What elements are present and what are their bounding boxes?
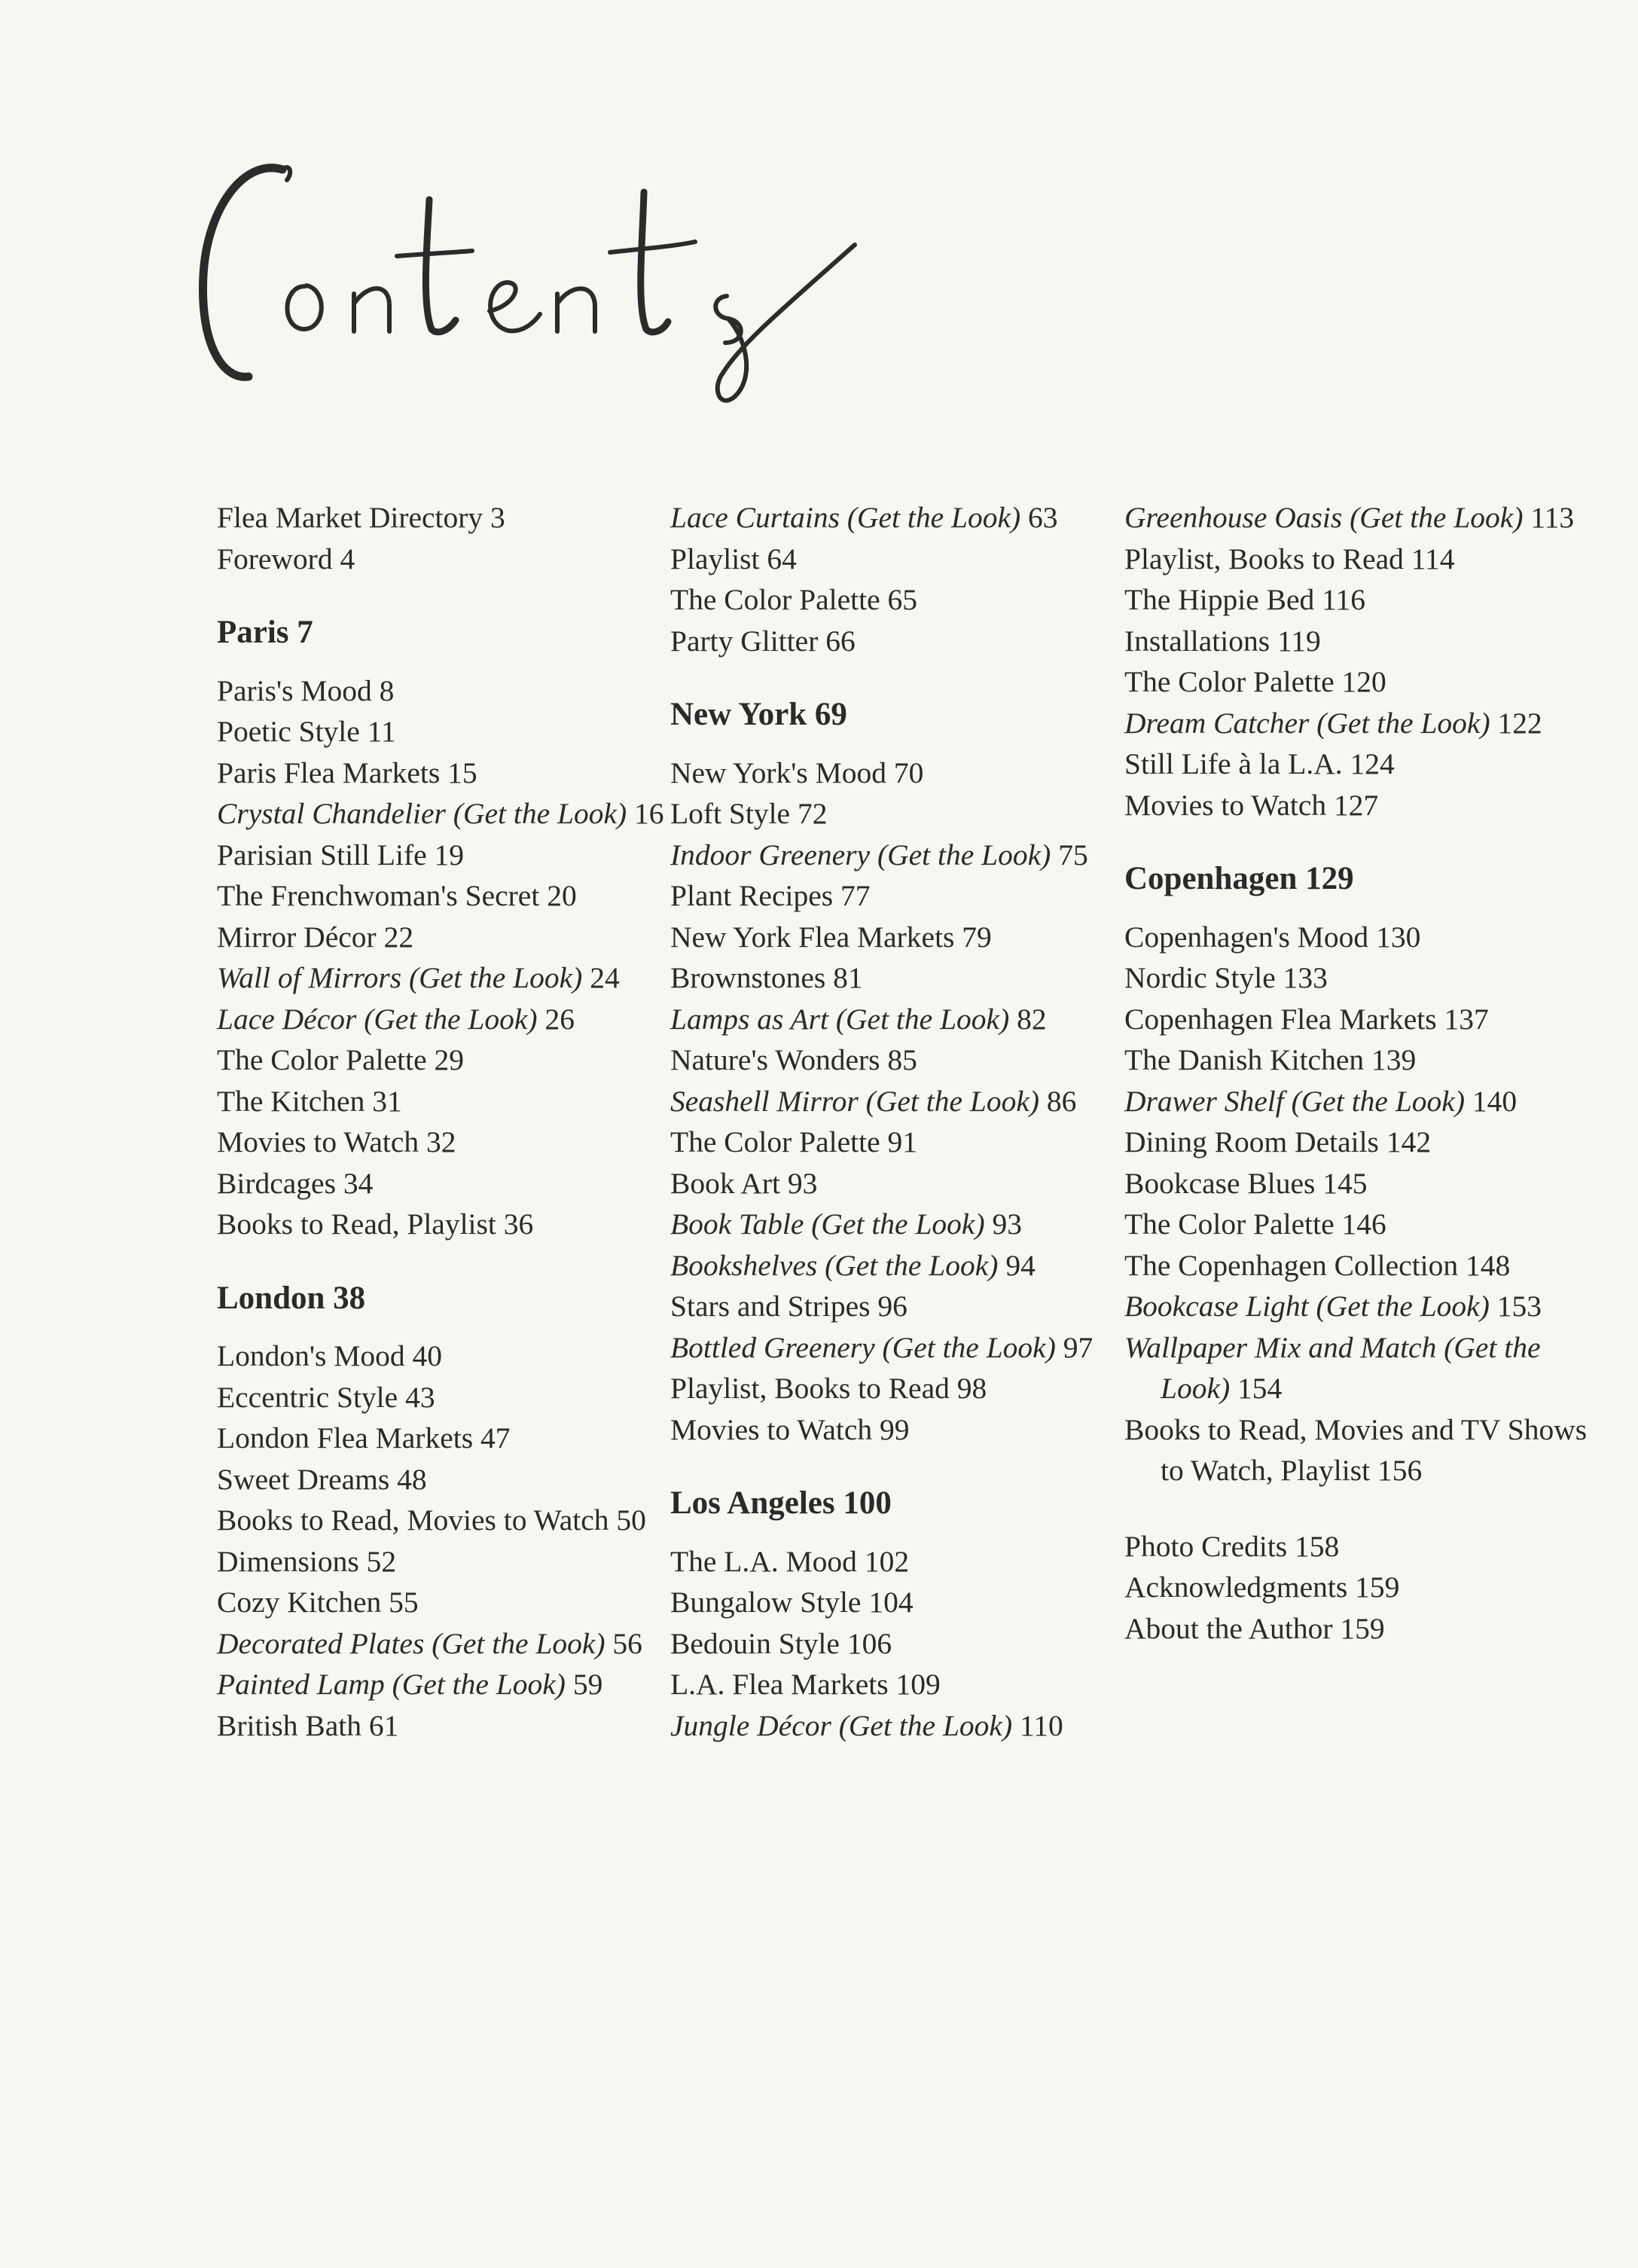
entry-page-number: 11 [367,715,396,748]
entry-page-number: 43 [405,1380,435,1414]
entry-page-number: 4 [340,542,355,575]
entry-page-number: 120 [1341,665,1386,698]
section-heading: London 38 [217,1280,366,1316]
toc-entry [670,1163,1152,1204]
toc-entry [217,752,699,794]
entry-title: Copenhagen's Mood [1124,920,1369,954]
toc-entry [217,917,699,958]
toc-entry [217,711,699,752]
entry-title: Books to Read, Movies to Watch [217,1503,609,1537]
toc-entry [217,1163,699,1204]
entry-title: Painted Lamp (Get the Look) [217,1668,566,1701]
entry-title: London's Mood [217,1339,405,1372]
toc-entry [217,1541,699,1583]
entry-page-number: 66 [825,624,856,658]
toc-column [217,497,699,1746]
entry-title: Movies to Watch [217,1125,419,1158]
entry-title: The Color Palette [217,1043,427,1076]
entry-page-number: 137 [1444,1002,1489,1036]
entry-title: Parisian Still Life [217,838,427,871]
toc-entry [670,539,1152,580]
entry-page-number: 19 [434,838,465,871]
toc-entry [1124,1163,1606,1204]
toc-entry [670,1245,1152,1287]
toc-entry [670,752,1152,794]
entry-page-number: 96 [877,1290,907,1323]
entry-title: Still Life à la L.A. [1124,747,1343,780]
entry-title: Bungalow Style [670,1586,862,1619]
toc-entry [670,835,1152,876]
entry-title: Foreword [217,542,333,575]
entry-title: Lamps as Art (Get the Look) [670,1002,1010,1036]
entry-page-number: 52 [366,1544,397,1578]
toc-entry [670,579,1152,621]
toc-entry [670,1039,1152,1081]
toc-entry [217,1418,699,1459]
entry-page-number: 20 [547,879,577,912]
entry-title: The Color Palette [1124,1207,1334,1241]
toc-entry [1124,1409,1606,1491]
entry-page-number: 158 [1295,1529,1340,1563]
entry-page-number: 79 [962,920,992,954]
entry-page-number: 93 [787,1166,818,1200]
toc-entry [217,835,699,876]
entry-title: Books to Read, Playlist [217,1207,496,1241]
entry-page-number: 86 [1046,1084,1077,1118]
section-heading: Paris 7 [217,615,313,650]
entry-page-number: 24 [590,961,620,994]
entry-title: Lace Curtains (Get the Look) [670,501,1021,534]
toc-entry [670,1081,1152,1122]
entry-title: The L.A. Mood [670,1544,857,1578]
entry-title: L.A. Flea Markets [670,1668,889,1701]
entry-page-number: 153 [1496,1290,1542,1323]
entry-title: Eccentric Style [217,1380,398,1414]
entry-page-number: 32 [426,1125,456,1158]
toc-entry [1124,917,1606,958]
toc-entry [1124,957,1606,999]
toc-entry [217,1377,699,1418]
toc-entry [217,875,699,917]
toc-entry [1124,743,1606,785]
toc-entry [1124,1327,1606,1409]
toc-entry [217,1039,699,1081]
entry-title: British Bath [217,1708,362,1742]
entry-title: Flea Market Directory [217,501,483,534]
toc-entry [1124,539,1606,580]
section-spacer [1124,1491,1606,1526]
entry-page-number: 104 [868,1586,914,1619]
entry-title: The Danish Kitchen [1124,1043,1365,1076]
toc-entry [670,1705,1152,1747]
entry-page-number: 56 [612,1626,642,1660]
toc-entry [670,1204,1152,1245]
entry-page-number: 61 [368,1708,399,1742]
toc-entry [670,1582,1152,1623]
entry-page-number: 63 [1028,501,1058,534]
entry-page-number: 91 [887,1125,917,1158]
entry-title: Playlist, Books to Read [670,1372,950,1405]
entry-title: Loft Style [670,797,791,830]
toc-entry [1124,661,1606,703]
entry-page-number: 55 [389,1586,419,1619]
entry-title: Bottled Greenery (Get the Look) [670,1330,1056,1364]
entry-title: The Kitchen [217,1084,365,1118]
entry-page-number: 77 [840,879,871,912]
toc-entry [217,1122,699,1163]
entry-page-number: 16 [634,797,664,830]
entry-title: Playlist, Books to Read [1124,542,1404,575]
entry-page-number: 110 [1019,1708,1063,1742]
entry-page-number: 93 [992,1207,1022,1241]
entry-title: Brownstones [670,961,826,994]
entry-page-number: 22 [383,920,414,954]
entry-title: Wall of Mirrors (Get the Look) [217,961,583,994]
entry-page-number: 29 [434,1043,464,1076]
entry-page-number: 59 [572,1668,603,1701]
entry-title: Bedouin Style [670,1626,840,1660]
toc-entry [217,1582,699,1623]
toc-entry [217,793,699,835]
entry-page-number: 36 [503,1207,534,1241]
entry-title: The Color Palette [1124,665,1334,698]
entry-title: Paris Flea Markets [217,755,441,789]
toc-entry [670,917,1152,958]
toc-entry [217,539,699,580]
toc-entry [670,497,1152,539]
entry-title: London Flea Markets [217,1421,474,1455]
entry-page-number: 15 [447,755,477,789]
toc-entry [670,1664,1152,1705]
toc-entry [1124,1245,1606,1287]
entry-page-number: 146 [1341,1207,1386,1241]
entry-title: About the Author [1124,1611,1333,1645]
entry-title: Playlist [670,542,760,575]
entry-title: Nordic Style [1124,961,1276,994]
entry-title: Acknowledgments [1124,1571,1348,1604]
toc-column [1124,497,1606,1649]
toc-entry [1124,1122,1606,1163]
toc-entry [1124,1286,1606,1327]
entry-title: Drawer Shelf (Get the Look) [1124,1084,1465,1118]
entry-page-number: 130 [1376,920,1421,954]
entry-page-number: 139 [1371,1043,1417,1076]
entry-title: New York Flea Markets [670,920,955,954]
toc-entry [217,1081,699,1122]
toc-entry [217,1705,699,1747]
section-heading: Los Angeles 100 [670,1485,892,1521]
entry-page-number: 140 [1472,1084,1518,1118]
toc-entry [1124,1608,1606,1650]
entry-title: The Color Palette [670,1125,880,1158]
entry-page-number: 75 [1058,838,1088,871]
entry-title: Crystal Chandelier (Get the Look) [217,797,627,830]
entry-page-number: 133 [1283,961,1328,994]
toc-entry [670,1368,1152,1409]
entry-page-number: 148 [1466,1248,1511,1282]
entry-title: Birdcages [217,1166,336,1200]
toc-entry [217,957,699,999]
entry-page-number: 156 [1377,1454,1423,1487]
entry-page-number: 26 [544,1002,575,1036]
entry-title: Plant Recipes [670,879,834,912]
toc-entry [1124,1039,1606,1081]
entry-page-number: 124 [1350,747,1395,780]
entry-title: Dream Catcher (Get the Look) [1124,706,1490,740]
entry-page-number: 47 [480,1421,511,1455]
toc-entry [217,497,699,539]
entry-page-number: 106 [846,1626,892,1660]
toc-entry [670,1122,1152,1163]
entry-title: Lace Décor (Get the Look) [217,1002,538,1036]
toc-entry [670,875,1152,917]
entry-page-number: 85 [887,1043,917,1076]
toc-entry [670,1286,1152,1327]
entry-title: Copenhagen Flea Markets [1124,1002,1437,1036]
entry-page-number: 64 [767,542,797,575]
section-heading: Copenhagen 129 [1124,861,1354,896]
entry-title: Bookshelves (Get the Look) [670,1248,999,1282]
entry-page-number: 159 [1340,1611,1385,1645]
entry-page-number: 82 [1017,1002,1047,1036]
toc-entry [670,1327,1152,1369]
entry-title: Dining Room Details [1124,1125,1379,1158]
entry-page-number: 127 [1334,788,1379,822]
entry-page-number: 8 [379,673,395,707]
toc-entry [670,1409,1152,1451]
entry-page-number: 3 [490,501,505,534]
entry-page-number: 81 [833,961,863,994]
entry-title: Wallpaper Mix and Match (Get the Look) [1124,1330,1541,1405]
entry-page-number: 145 [1322,1166,1368,1200]
toc-entry [1124,785,1606,826]
entry-title: Stars and Stripes [670,1290,871,1323]
entry-title: Nature's Wonders [670,1043,880,1076]
entry-title: Books to Read, Movies and TV Shows to Watch, Playlist [1124,1412,1588,1487]
entry-page-number: 154 [1237,1372,1283,1405]
entry-title: The Copenhagen Collection [1124,1248,1459,1282]
entry-page-number: 122 [1497,706,1542,740]
toc-entry [217,1335,699,1377]
entry-title: The Frenchwoman's Secret [217,879,540,912]
entry-page-number: 142 [1386,1125,1432,1158]
entry-title: Dimensions [217,1544,359,1578]
entry-title: Cozy Kitchen [217,1586,382,1619]
entry-page-number: 70 [893,755,924,789]
toc-entry [670,1623,1152,1665]
toc-entry [1124,1526,1606,1567]
toc-entry [217,1204,699,1245]
toc-entry [217,1459,699,1500]
toc-entry [217,999,699,1040]
entry-page-number: 48 [397,1462,427,1496]
contents-script-lettering [192,117,945,403]
entry-page-number: 114 [1411,542,1455,575]
entry-page-number: 65 [887,583,917,616]
entry-title: Sweet Dreams [217,1462,390,1496]
entry-title: Book Art [670,1166,780,1200]
toc-entry [217,1664,699,1705]
entry-title: Jungle Décor (Get the Look) [670,1708,1013,1742]
entry-title: The Hippie Bed [1124,583,1315,616]
toc-entry [1124,1204,1606,1245]
entry-page-number: 34 [343,1166,374,1200]
toc-entry [217,670,699,712]
entry-title: Bookcase Blues [1124,1166,1316,1200]
entry-title: Photo Credits [1124,1529,1288,1563]
entry-page-number: 50 [616,1503,646,1537]
entry-title: Installations [1124,624,1270,658]
toc-entry [1124,1081,1606,1122]
entry-page-number: 40 [412,1339,442,1372]
entry-page-number: 113 [1530,501,1575,534]
section-heading: New York 69 [670,697,847,732]
entry-page-number: 97 [1063,1330,1094,1364]
toc-entry [670,621,1152,662]
entry-page-number: 159 [1355,1571,1400,1604]
toc-entry [670,957,1152,999]
entry-title: Seashell Mirror (Get the Look) [670,1084,1040,1118]
entry-title: Paris's Mood [217,673,372,707]
toc-entry [217,1623,699,1665]
toc-entry [1124,999,1606,1040]
entry-title: Movies to Watch [1124,788,1327,822]
entry-page-number: 98 [956,1372,987,1405]
toc-entry [1124,579,1606,621]
entry-title: Bookcase Light (Get the Look) [1124,1290,1490,1323]
entry-title: New York's Mood [670,755,886,789]
entry-title: Decorated Plates (Get the Look) [217,1626,605,1660]
entry-title: Movies to Watch [670,1412,873,1446]
entry-page-number: 119 [1277,624,1321,658]
toc-entry [670,999,1152,1040]
toc-entry [1124,703,1606,744]
contents-title [192,117,945,403]
toc-entry [670,1541,1152,1583]
entry-page-number: 109 [895,1668,941,1701]
entry-page-number: 116 [1322,583,1365,616]
entry-page-number: 31 [372,1084,402,1118]
entry-page-number: 72 [797,797,828,830]
toc-entry [1124,1567,1606,1608]
entry-title: The Color Palette [670,583,880,616]
entry-title: Mirror Décor [217,920,377,954]
entry-page-number: 99 [880,1412,910,1446]
entry-title: Poetic Style [217,715,360,748]
toc-entry [670,793,1152,835]
entry-title: Book Table (Get the Look) [670,1207,985,1241]
entry-title: Party Glitter [670,624,819,658]
entry-page-number: 102 [864,1544,910,1578]
entry-page-number: 94 [1005,1248,1036,1282]
entry-title: Greenhouse Oasis (Get the Look) [1124,501,1524,534]
toc-entry [1124,621,1606,662]
toc-column [670,497,1152,1746]
toc-entry [217,1500,699,1541]
entry-title: Indoor Greenery (Get the Look) [670,838,1051,871]
toc-entry [1124,497,1606,539]
